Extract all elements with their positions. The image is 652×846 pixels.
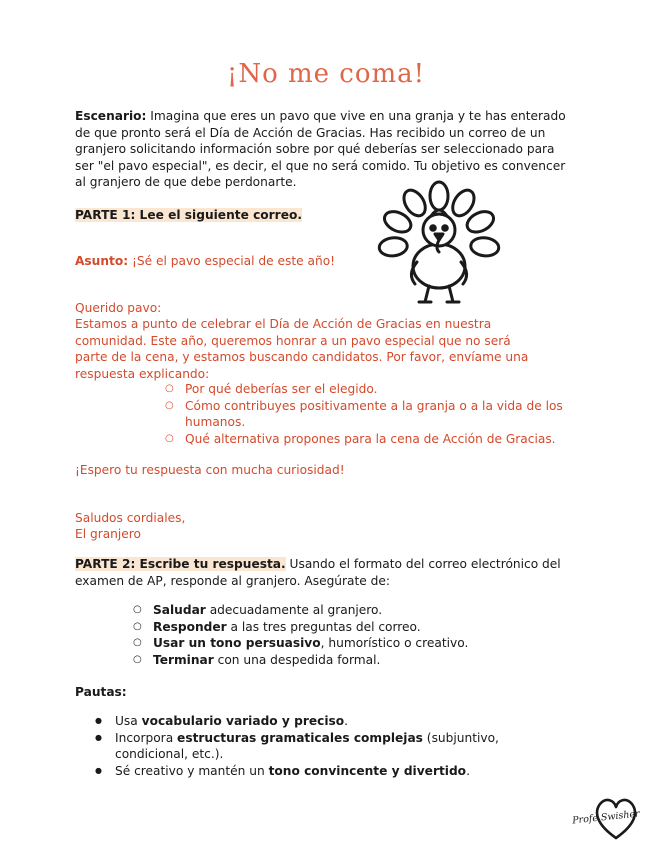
list-item: ● Incorpora estructuras gramaticales complejas (subjuntivo, condicional, etc.). [95,730,575,763]
list-item: ● Sé creativo y mantén un tono convincente y divertido. [95,763,575,780]
scenario-text: Imagina que eres un pavo que vive en una granja y te has enterado de que pronto será el Día de Acción de Gracias. Has recibido un correo de un granjero solicitando información sobre por qué deberías ser seleccionado para ser "el pavo especial", es decir, el que no será comido. Tu objetivo es convencer al granjero de que debe perdonarte. [75,109,566,189]
part2-list [133,602,563,668]
list-item: ○ Saludar adecuadamente al granjero. [133,602,563,619]
scenario-label: Escenario: [75,109,147,123]
email-body: Estamos a punto de celebrar el Día de Acción de Gracias en nuestra comunidad. Este año, queremos honrar a un pavo especial que no será parte de la cena, y estamos buscando candidatos. Por favor, envíame una respuesta explicando: [75,317,529,381]
list-item: ● Usa vocabulario variado y preciso. [95,713,575,730]
email-greeting: Querido pavo: [75,301,162,315]
profe-swisher-logo [566,796,646,846]
guidelines-list [95,713,575,779]
email-closing-line: ¡Espero tu respuesta con mucha curiosidad! [75,463,345,477]
part1-heading [75,207,302,224]
list-item: ○ Qué alternativa propones para la cena de Acción de Gracias. [165,431,565,448]
part1-label: PARTE 1: Lee el siguiente correo. [75,208,302,222]
scenario-paragraph [75,108,575,191]
list-item: ○ Terminar con una despedida formal. [133,652,563,669]
email-signature: El granjero [75,527,141,541]
logo-text: Profe Swisher [571,808,641,827]
part2-label: PARTE 2: Escribe tu respuesta. [75,557,286,571]
email-subject [75,253,335,270]
guidelines-heading: Pautas: [75,685,127,699]
list-item: ○ Responder a las tres preguntas del correo. [133,619,563,636]
part2-paragraph [75,556,575,589]
list-item: ○ Usar un tono persuasivo, humorístico o creativo. [133,635,563,652]
turkey-icon [377,180,502,310]
subject-text: ¡Sé el pavo especial de este año! [128,254,336,268]
part2-text: Usando el formato del correo electrónico del examen de AP, responde al granjero. Asegúrate de: [75,557,561,588]
subject-label: Asunto: [75,254,129,268]
list-item: ○ Cómo contribuyes positivamente a la granja o a la vida de los humanos. [165,398,565,431]
email-signoff: Saludos cordiales, [75,511,186,525]
page-title: ¡No me coma! [226,59,426,89]
list-item: ○ Por qué deberías ser el elegido. [165,381,565,398]
email-question-list [165,381,565,447]
